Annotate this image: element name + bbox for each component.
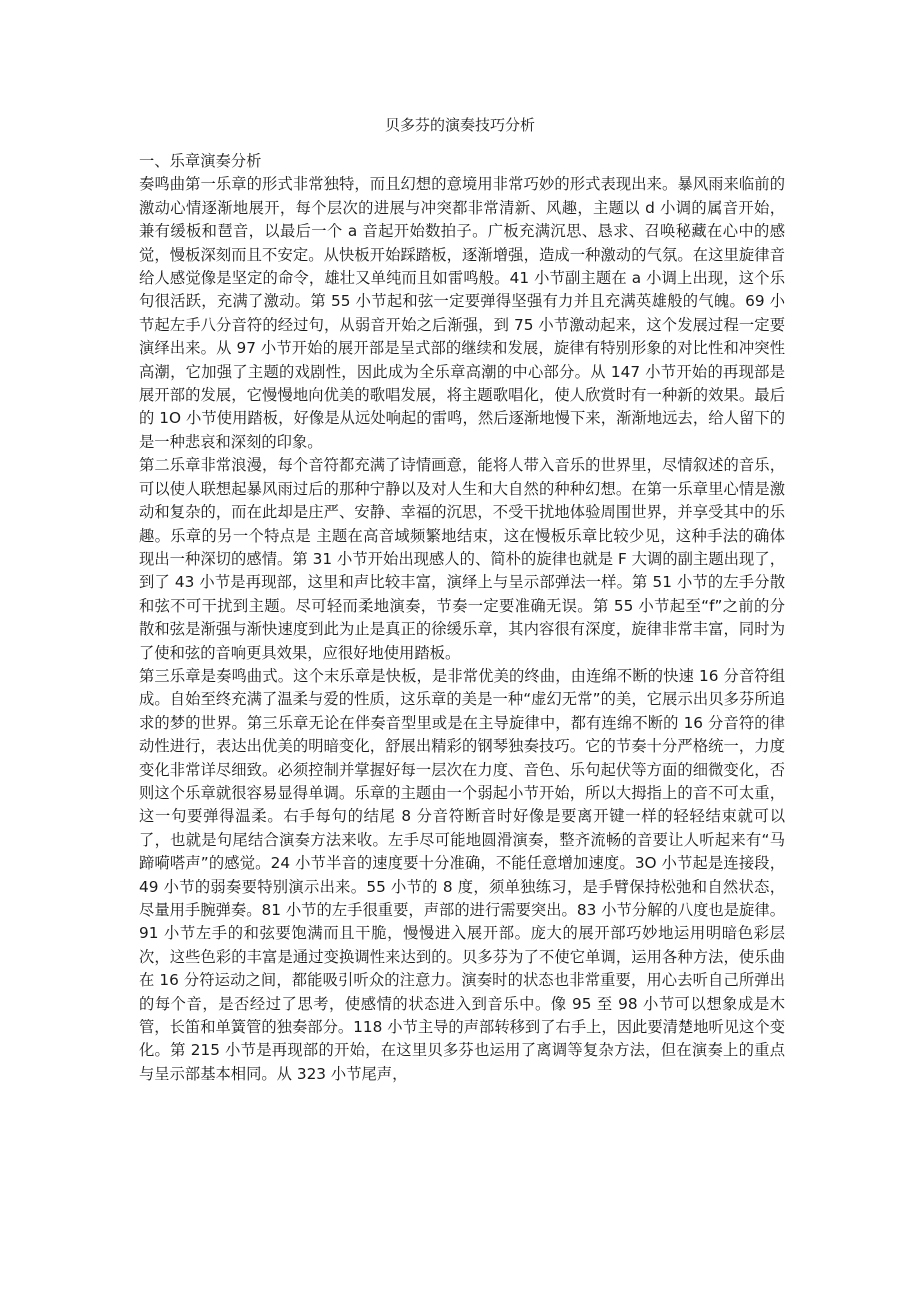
section-heading: 一、乐章演奏分析 bbox=[139, 152, 262, 170]
paragraph-movement-2: 第二乐章非常浪漫，每个音符都充满了诗情画意，能将人带入音乐的世界里，尽情叙述的音乐，可以使人联想起暴风雨过后的那种宁静以及对人生和大自然的种种幻想。在第一乐章里心情是激动和复杂的，而在此却是庄严、安静、幸福的沉思，不受干扰地体验周围世界，并享受其中的乐趣。乐章的另一个特点是 主题在高音域频繁地结束，这在慢板乐章比较少见，这种手法的确体现出一种深切的感情。第 31 小节开始出现感人的、简朴的旋律也就是 F 大调的副主题出现了，到了 43 小节是再现部，这里和声比较丰富，演绎上与呈示部弹法一样。第 51 小节的左手分散和弦不可干扰到主题。尽可轻而柔地演奏，节奏一定要准确无误。第 55 小节起至“f”之前的分散和弦是渐强与渐快速度到此为止是真正的徐缓乐章，其内容很有深度，旋律非常丰富，同时为了使和弦的音响更具效果，应很好地使用踏板。 bbox=[139, 456, 785, 662]
document-title: 贝多芬的演奏技巧分析 bbox=[384, 116, 535, 134]
paragraph-movement-3: 第三乐章是奏鸣曲式。这个末乐章是快板，是非常优美的终曲，由连绵不断的快速 16 分音符组成。自始至终充满了温柔与爱的性质，这乐章的美是一种“虚幻无常”的美，它展示出贝多芬所追求的梦的世界。第三乐章无论在伴奏音型里或是在主导旋律中，都有连绵不断的 16 分音符的律动性进行，表达出优美的明暗变化，舒展出精彩的钢琴独奏技巧。它的节奏十分严格统一，力度变化非常详尽细致。必须控制并掌握好每一层次在力度、音色、乐句起伏等方面的细微变化，否则这个乐章就很容易显得单调。乐章的主题由一个弱起小节开始，所以大拇指上的音不可太重，这一句要弹得温柔。右手每句的结尾 8 分音符断音时好像是要离开键一样的轻轻结束就可以了，也就是句尾结合演奏方法来收。左手尽可能地圆滑演奏，整齐流畅的音要让人听起来有“马蹄嗬嗒声”的感觉。24 小节半音的速度要十分准确，不能任意增加速度。3O 小节起是连接段，49 小节的弱奏要特别演示出来。55 小节的 8 度，须单独练习，是手臂保持松弛和自然状态，尽量用手腕弹奏。81 小节的左手很重要，声部的进行需要突出。83 小节分解的八度也是旋律。91 小节左手的和弦要饱满而且干脆，慢慢进入展开部。庞大的展开部巧妙地运用明暗色彩层次，这些色彩的丰富是通过变换调性来达到的。贝多芬为了不使它单调，运用各种方法，使乐曲在 16 分符运动之间，都能吸引听众的注意力。演奏时的状态也非常重要，用心去听自己所弹出的每个音，是否经过了思考，使感情的状态进入到音乐中。像 95 至 98 小节可以想象成是木管，长笛和单簧管的独奏部分。118 小节主导的声部转移到了右手上，因此要清楚地听见这个变化。第 215 小节是再现部的开始，在这里贝多芬也运用了离调等复杂方法，但在演奏上的重点与呈示部基本相同。从 323 小节尾声， bbox=[139, 666, 785, 1083]
paragraph-movement-1: 奏鸣曲第一乐章的形式非常独特，而且幻想的意境用非常巧妙的形式表现出来。暴风雨来临前的激动心情逐渐地展开，每个层次的进展与冲突都非常清新、风趣，主题以 d 小调的属音开始，兼有缓板和琶音，以最后一个 a 音起开始数拍子。广板充满沉思、恳求、召唤秘藏在心中的感觉，慢板深刻而且不安定。从快板开始踩踏板，逐渐增强，造成一种激动的气氛。在这里旋律音给人感觉像是坚定的命令，雄壮又单纯而且如雷鸣般。41 小节副主题在 a 小调上出现，这个乐句很活跃，充满了激动。第 55 小节起和弦一定要弹得坚强有力并且充满英雄般的气魄。69 小节起左手八分音符的经过句，从弱音开始之后渐强，到 75 小节激动起来，这个发展过程一定要演绎出来。从 97 小节开始的展开部是呈式部的继续和发展，旋律有特别形象的对比性和冲突性高潮，它加强了主题的戏剧性，因此成为全乐章高潮的中心部分。从 147 小节开始的再现部是展开部的发展，它慢慢地向优美的歌唱发展，将主题歌唱化，使人欣赏时有一种新的效果。最后的 1O 小节使用踏板，好像是从远处响起的雷鸣，然后逐渐地慢下来，渐渐地远去，给人留下的是一种悲哀和深刻的印象。 bbox=[139, 175, 785, 451]
document-body bbox=[139, 150, 785, 1086]
